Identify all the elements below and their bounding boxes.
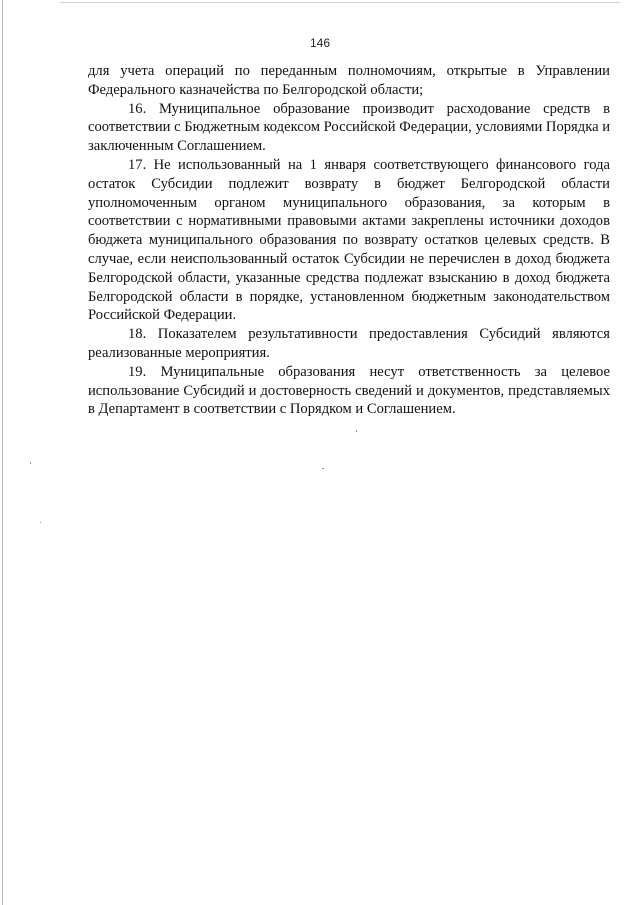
scan-speck xyxy=(322,468,324,469)
paragraph-19: 19. Муниципальные образования несут ответственность за целевое использование Субсидий и достоверность сведений и документов, представляемых в Департамент в соответствии с Порядком и Соглашением. xyxy=(88,363,610,418)
scan-speck xyxy=(40,522,41,523)
document-body xyxy=(88,62,610,419)
paragraph-18: 18. Показателем результативности предоставления Субсидий являются реализованные мероприятия. xyxy=(88,326,610,361)
page-number: 146 xyxy=(309,36,331,50)
paragraph-continuation: для учета операций по переданным полномочиям, открытые в Управлении Федерального казначейства по Белгородской области; xyxy=(88,63,610,98)
scan-left-edge xyxy=(2,0,3,905)
scan-speck xyxy=(30,462,31,464)
paragraph-17: 17. Не использованный на 1 января соответствующего финансового года остаток Субсидии подлежит возврату в бюджет Белгородской области уполномоченным органом муниципального образования, за которым в соответствии с нормативными правовыми актами закреплены источники доходов бюджета муниципального образования по возврату остатков целевых средств. В случае, если неиспользованный остаток Субсидии не перечислен в доход бюджета Белгородской области, указанные средства подлежат взысканию в доход бюджета Белгородской области в порядке, установленном бюджетным законодательством Российской Федерации. xyxy=(88,156,610,324)
scan-top-edge xyxy=(60,2,620,3)
paragraph-16: 16. Муниципальное образование производит расходование средств в соответствии с Бюджетным кодексом Российской Федерации, условиями Порядка и заключенным Соглашением. xyxy=(88,100,611,155)
scan-speck xyxy=(356,430,357,432)
